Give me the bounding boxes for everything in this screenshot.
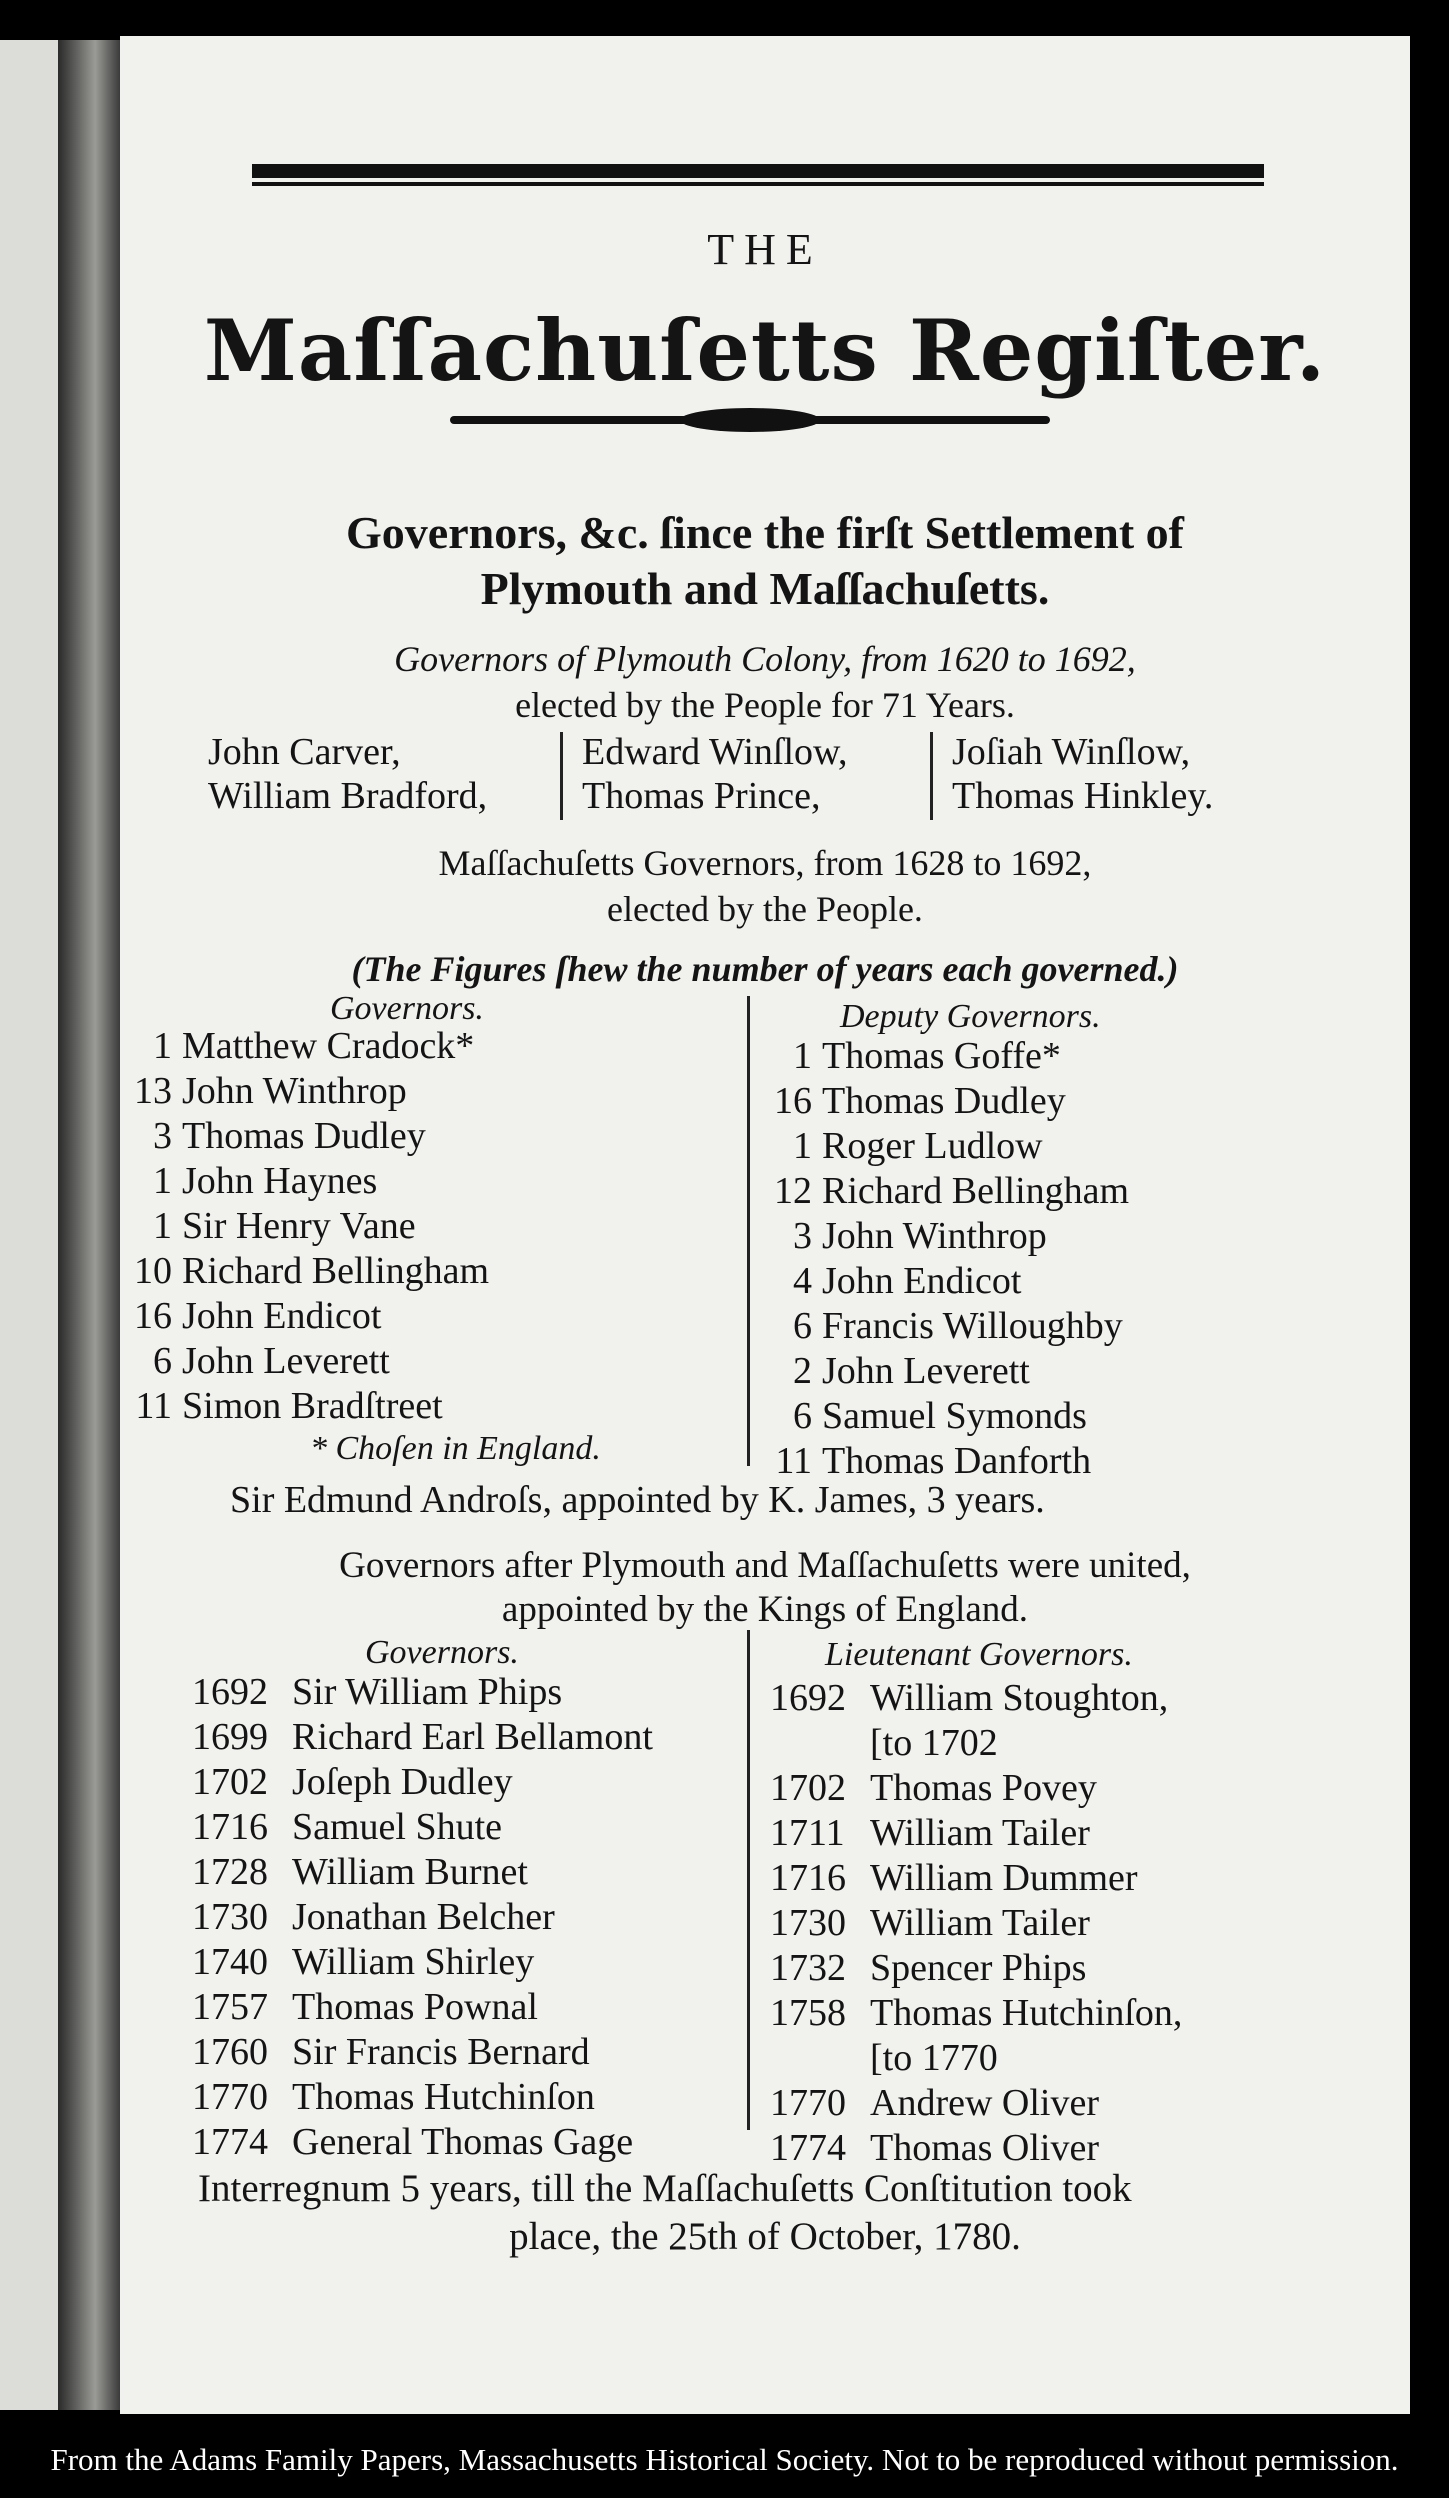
person-name: John Endicot: [182, 1295, 382, 1337]
person-name: Roger Ludlow: [822, 1125, 1043, 1167]
book-gutter-shadow: [58, 40, 120, 2410]
person-name: William Dummer: [870, 1857, 1138, 1899]
person-name: Jonathan Belcher: [292, 1896, 555, 1938]
mass-deputies-header: Deputy Governors.: [840, 998, 1101, 1035]
person-name: Richard Bellingham: [182, 1250, 490, 1292]
list-item: [770, 1901, 1090, 1945]
person-name: Thomas Oliver: [870, 2127, 1100, 2169]
list-item: [760, 1034, 1061, 1078]
person-name: William Burnet: [292, 1851, 528, 1893]
year-label: 1760: [192, 2031, 268, 2073]
list-item: [120, 1339, 390, 1383]
list-item: [192, 1670, 562, 1714]
andros-line: Sir Edmund Androſs, appointed by K. James, 3 years.: [230, 1479, 1045, 1521]
list-item: [120, 1204, 416, 1248]
years-count: 1: [793, 1125, 812, 1167]
years-count: 4: [793, 1260, 812, 1302]
years-count: 10: [134, 1250, 172, 1292]
years-count: 1: [153, 1205, 172, 1247]
copyright-footer: From the Adams Family Papers, Massachusetts Historical Society. Not to be reproduced without permission.: [50, 2442, 1399, 2477]
lieutenant-governors-header: Lieutenant Governors.: [825, 1636, 1133, 1673]
year-label: 1770: [770, 2082, 846, 2124]
year-label: 1758: [770, 1992, 846, 2034]
year-label: 1730: [192, 1896, 268, 1938]
plymouth-col1-row2: William Bradford,: [208, 775, 488, 817]
list-item: [192, 2120, 633, 2164]
person-name: Richard Earl Bellamont: [292, 1716, 653, 1758]
year-label: 1730: [770, 1902, 846, 1944]
years-count: 16: [134, 1295, 172, 1337]
list-item: [770, 1856, 1138, 1900]
list-item: [760, 1304, 1123, 1348]
person-name: [to 1770: [870, 2037, 998, 2079]
list-item: [120, 1249, 489, 1293]
list-item: [760, 1349, 1030, 1393]
plymouth-col3-row2: Thomas Hinkley.: [952, 775, 1214, 817]
person-name: Francis Willoughby: [822, 1305, 1123, 1347]
list-item: [120, 1114, 426, 1158]
mass-governors-header: Governors.: [330, 990, 484, 1027]
person-name: John Leverett: [822, 1350, 1030, 1392]
person-name: Thomas Dudley: [822, 1080, 1066, 1122]
list-item: [770, 1721, 998, 1765]
years-count: 3: [153, 1115, 172, 1157]
person-name: Thomas Hutchinſon: [292, 2076, 595, 2118]
list-item: [770, 2036, 998, 2080]
person-name: John Endicot: [822, 1260, 1022, 1302]
list-item: [120, 1024, 474, 1068]
chosen-in-england-note: * Choſen in England.: [310, 1430, 601, 1467]
person-name: John Winthrop: [182, 1070, 407, 1112]
year-label: 1702: [192, 1761, 268, 1803]
years-count: 1: [153, 1025, 172, 1067]
years-count: 11: [775, 1440, 812, 1482]
list-item: [770, 1991, 1182, 2035]
person-name: Sir Francis Bernard: [292, 2031, 590, 2073]
list-item: [192, 1850, 528, 1894]
list-item: [192, 1985, 538, 2029]
list-item: [120, 1069, 407, 1113]
list-item: [760, 1079, 1066, 1123]
person-name: Andrew Oliver: [870, 2082, 1099, 2124]
united-governors-header: Governors.: [365, 1634, 519, 1671]
years-count: 6: [153, 1340, 172, 1382]
list-item: [770, 2081, 1099, 2125]
person-name: Simon Bradſtreet: [182, 1385, 443, 1427]
top-thin-rule: [252, 182, 1264, 186]
person-name: Thomas Pownal: [292, 1986, 538, 2028]
mass-subheading-1: Maſſachuſetts Governors, from 1628 to 1692,: [438, 843, 1092, 883]
mass-figures-note: (The Figures ſhew the number of years each governed.): [351, 949, 1179, 989]
person-name: Thomas Goffe*: [822, 1035, 1061, 1077]
year-label: 1732: [770, 1947, 846, 1989]
person-name: General Thomas Gage: [292, 2121, 634, 2163]
list-item: [770, 1946, 1086, 1990]
year-label: 1740: [192, 1941, 268, 1983]
year-label: 1774: [192, 2121, 268, 2163]
united-subheading-2: appointed by the Kings of England.: [501, 1589, 1029, 1630]
person-name: Joſeph Dudley: [292, 1761, 513, 1803]
person-name: Samuel Shute: [292, 1806, 503, 1848]
list-item: [192, 1715, 653, 1759]
years-count: 16: [774, 1080, 812, 1122]
closing-line1: Interregnum 5 years, till the Maſſachuſetts Conſtitution took: [198, 2167, 1132, 2210]
person-name: Thomas Dudley: [182, 1115, 426, 1157]
list-item: [760, 1439, 1091, 1483]
year-label: 1774: [770, 2127, 846, 2169]
list-item: [120, 1384, 443, 1428]
list-item: [192, 1760, 513, 1804]
person-name: Matthew Cradock*: [182, 1025, 475, 1067]
person-name: John Winthrop: [822, 1215, 1047, 1257]
year-label: 1716: [770, 1857, 846, 1899]
top-thick-rule: [252, 164, 1264, 178]
list-item: [192, 1940, 534, 1984]
section-heading-line2: Plymouth and Maſſachuſetts.: [480, 563, 1050, 614]
years-count: 1: [793, 1035, 812, 1077]
year-label: 1728: [192, 1851, 268, 1893]
united-subheading-1: Governors after Plymouth and Maſſachuſetts were united,: [339, 1545, 1191, 1586]
year-label: 1699: [192, 1716, 268, 1758]
person-name: William Tailer: [870, 1812, 1090, 1854]
plymouth-divider-1: [560, 732, 563, 820]
page-title: Maſſachuſetts Regiſter.: [203, 301, 1327, 400]
plymouth-col3-row1: Joſiah Winſlow,: [952, 731, 1191, 773]
list-item: [760, 1169, 1129, 1213]
years-count: 1: [153, 1160, 172, 1202]
person-name: [to 1702: [870, 1722, 998, 1764]
list-item: [760, 1214, 1047, 1258]
plymouth-divider-2: [930, 732, 933, 820]
plymouth-col1-row1: John Carver,: [208, 731, 401, 773]
united-column-divider: [747, 1630, 750, 2130]
list-item: [192, 1805, 502, 1849]
list-item: [120, 1159, 377, 1203]
person-name: John Leverett: [182, 1340, 390, 1382]
year-label: 1692: [770, 1677, 846, 1719]
person-name: Spencer Phips: [870, 1947, 1087, 1989]
years-count: 6: [793, 1395, 812, 1437]
person-name: Sir Henry Vane: [182, 1205, 416, 1247]
plymouth-subheading-1: Governors of Plymouth Colony, from 1620 to 1692,: [394, 639, 1136, 679]
person-name: John Haynes: [182, 1160, 378, 1202]
person-name: Thomas Povey: [870, 1767, 1097, 1809]
person-name: William Shirley: [292, 1941, 535, 1983]
list-item: [770, 1766, 1097, 1810]
years-count: 3: [793, 1215, 812, 1257]
register-page: [120, 36, 1410, 2414]
person-name: Richard Bellingham: [822, 1170, 1130, 1212]
plymouth-col2-row1: Edward Winſlow,: [582, 731, 848, 773]
list-item: [192, 2075, 595, 2119]
year-label: 1702: [770, 1767, 846, 1809]
person-name: William Tailer: [870, 1902, 1090, 1944]
ornament-rule-center: [680, 408, 820, 432]
list-item: [760, 1394, 1087, 1438]
years-count: 13: [134, 1070, 172, 1112]
list-item: [770, 1811, 1090, 1855]
list-item: [760, 1124, 1043, 1168]
list-item: [192, 2030, 590, 2074]
closing-line2: place, the 25th of October, 1780.: [509, 2215, 1021, 2258]
person-name: William Stoughton,: [870, 1677, 1169, 1719]
person-name: Thomas Danforth: [822, 1440, 1092, 1482]
list-item: [760, 1259, 1021, 1303]
header-the: THE: [707, 225, 823, 274]
list-item: [770, 2126, 1099, 2170]
year-label: 1770: [192, 2076, 268, 2118]
years-count: 2: [793, 1350, 812, 1392]
years-count: 11: [135, 1385, 172, 1427]
year-label: 1711: [770, 1812, 845, 1854]
list-item: [192, 1895, 555, 1939]
list-item: [770, 1676, 1168, 1720]
person-name: Thomas Hutchinſon,: [870, 1992, 1183, 2034]
mass-subheading-2: elected by the People.: [607, 889, 923, 929]
year-label: 1757: [192, 1986, 268, 2028]
plymouth-subheading-2: elected by the People for 71 Years.: [515, 685, 1015, 725]
years-count: 6: [793, 1305, 812, 1347]
list-item: [120, 1294, 381, 1338]
mass-column-divider: [747, 996, 750, 1466]
years-count: 12: [774, 1170, 812, 1212]
plymouth-col2-row2: Thomas Prince,: [582, 775, 821, 817]
person-name: Sir William Phips: [292, 1671, 563, 1713]
year-label: 1692: [192, 1671, 268, 1713]
year-label: 1716: [192, 1806, 268, 1848]
section-heading-line1: Governors, &c. ſince the firſt Settlement of: [346, 507, 1184, 558]
person-name: Samuel Symonds: [822, 1395, 1087, 1437]
